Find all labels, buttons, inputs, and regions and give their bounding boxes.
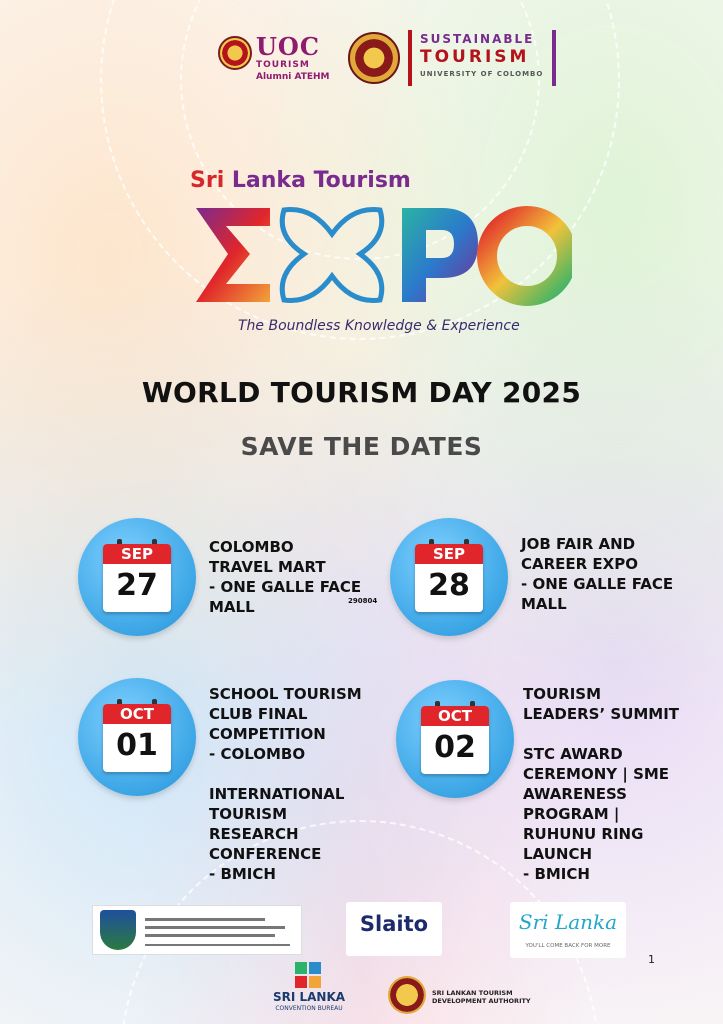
expo-x-shape: [282, 210, 382, 301]
slcb-subtitle: CONVENTION BUREAU: [275, 1005, 343, 1012]
expo-sigma-shape: [196, 208, 270, 302]
event-line-spacer: [523, 724, 679, 744]
event-description-3: [209, 684, 362, 884]
slcb-grid-icon: [295, 962, 321, 988]
calendar-icon: [103, 704, 171, 772]
event-line: CAREER EXPO: [521, 555, 638, 573]
expo-brand: [190, 168, 411, 193]
event-line: - BMICH: [209, 865, 276, 883]
sltda-line1: SRI LANKAN TOURISM: [432, 989, 513, 997]
event-line: - ONE GALLE FACE: [209, 578, 362, 596]
event-month: SEP: [415, 544, 483, 564]
event-description-4: [523, 684, 679, 884]
slithm-badge-icon: [100, 910, 136, 950]
calendar-circle-4: [396, 680, 514, 798]
event-line: JOB FAIR AND: [521, 535, 636, 553]
event-line: TOURISM: [523, 685, 602, 703]
event-line: CEREMONY | SME: [523, 765, 670, 783]
event-line: LEADERS’ SUMMIT: [523, 705, 680, 723]
event-line: COMPETITION: [209, 725, 326, 743]
slcb-title: SRI LANKA: [272, 990, 346, 1004]
expo-logo-graphic: [192, 196, 572, 314]
slithm-text-line: [145, 918, 265, 921]
event-line: MALL: [521, 595, 567, 613]
event-line: CLUB FINAL: [209, 705, 308, 723]
event-line: MALL: [209, 598, 255, 616]
slithm-text-line: [145, 934, 275, 937]
event-description-1: [209, 537, 361, 617]
event-line: LAUNCH: [523, 845, 593, 863]
page-subtitle: SAVE THE DATES: [240, 432, 483, 461]
calendar-circle-2: [390, 518, 508, 636]
calendar-icon: [421, 706, 489, 774]
event-line: INTERNATIONAL: [209, 785, 345, 803]
event-day: 27: [116, 568, 158, 603]
expo-tagline: The Boundless Knowledge & Experience: [238, 318, 520, 334]
expo-p-shape: [402, 208, 478, 302]
expo-brand-rest: Lanka Tourism: [224, 168, 411, 193]
event-code-label: 290804: [348, 597, 378, 605]
sltda-text: [432, 989, 531, 1005]
slaito-logo: Slaito: [359, 912, 429, 936]
slithm-text-line: [145, 944, 290, 946]
event-line: - BMICH: [523, 865, 590, 883]
sltda-seal-icon: [388, 976, 426, 1014]
uoc-logo-sub2: Alumni ATEHM: [256, 72, 330, 82]
event-month: OCT: [421, 706, 489, 726]
event-line: RUHUNU RING: [523, 825, 644, 843]
event-month: OCT: [103, 704, 171, 724]
page-number: 1: [648, 953, 655, 966]
event-line: TOURISM: [209, 805, 288, 823]
sustainable-tourism-logo: [408, 30, 556, 86]
expo-brand-sri: Sri: [190, 168, 225, 193]
event-day: 28: [428, 568, 470, 603]
uoc-logo-sub: TOURISM: [256, 60, 310, 70]
event-description-2: [521, 534, 673, 614]
event-line: STC AWARD: [523, 745, 623, 763]
event-line: - ONE GALLE FACE: [521, 575, 674, 593]
university-seal-icon: [348, 32, 400, 84]
event-line: - COLOMBO: [209, 745, 306, 763]
calendar-icon: [103, 544, 171, 612]
slcb-cell: [309, 962, 321, 974]
sltda-line2: DEVELOPMENT AUTHORITY: [432, 997, 531, 1005]
st-line1: SUSTAINABLE: [420, 32, 535, 46]
calendar-circle-3: [78, 678, 196, 796]
slcb-cell: [295, 962, 307, 974]
event-line: SCHOOL TOURISM: [209, 685, 362, 703]
event-line: COLOMBO: [209, 538, 294, 556]
event-line: PROGRAM |: [523, 805, 620, 823]
st-line2: TOURISM: [420, 47, 530, 67]
sri-lanka-logo: Sri Lanka: [518, 910, 618, 934]
event-line: TRAVEL MART: [209, 558, 326, 576]
slithm-text-line: [145, 926, 285, 929]
page-title: WORLD TOURISM DAY 2025: [141, 376, 582, 409]
event-line: RESEARCH: [209, 825, 299, 843]
sri-lanka-tagline: YOU'LL COME BACK FOR MORE: [525, 943, 611, 949]
st-line3: UNIVERSITY OF COLOMBO: [420, 70, 544, 78]
event-line-spacer: [209, 764, 362, 784]
slcb-cell: [295, 976, 307, 988]
slcb-cell: [309, 976, 321, 988]
event-month: SEP: [103, 544, 171, 564]
event-line: AWARENESS: [523, 785, 627, 803]
calendar-icon: [415, 544, 483, 612]
event-day: 02: [434, 730, 476, 765]
uoc-seal-icon: [218, 36, 252, 70]
event-line: CONFERENCE: [209, 845, 322, 863]
calendar-circle-1: [78, 518, 196, 636]
event-day: 01: [116, 728, 158, 763]
expo-o-shape: [487, 216, 567, 296]
uoc-logo-text: UOC: [256, 32, 320, 61]
